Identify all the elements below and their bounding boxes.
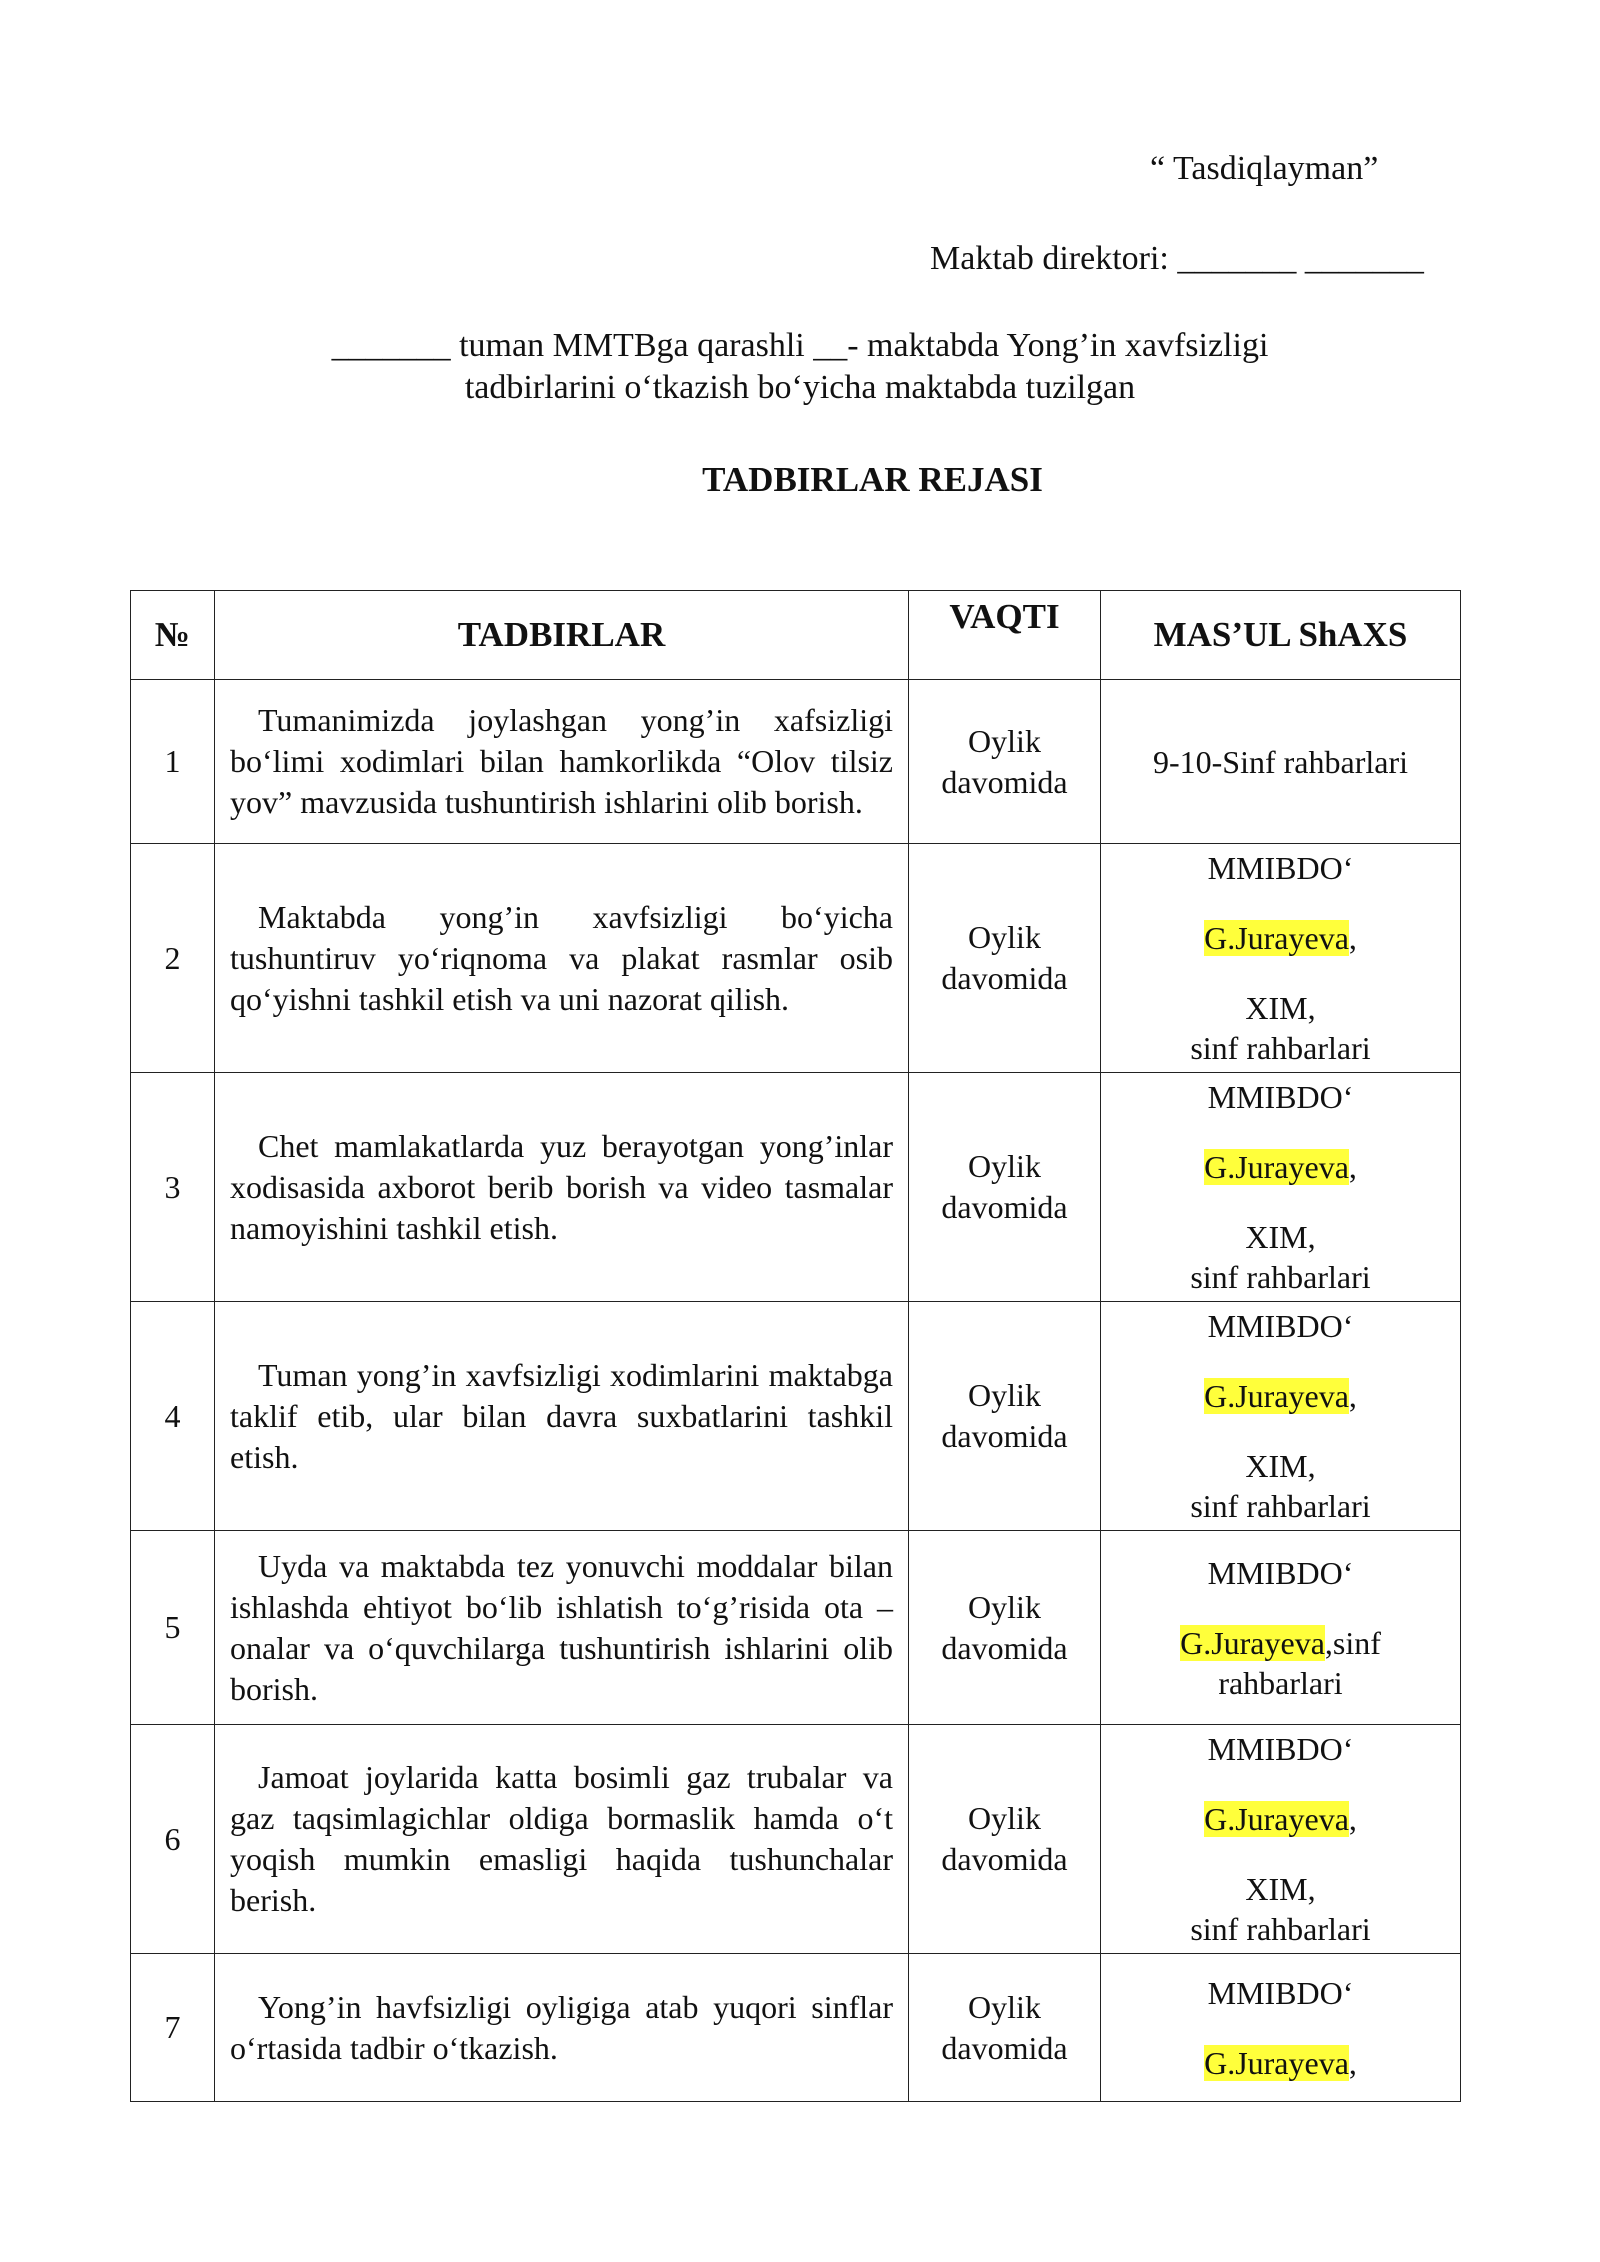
- row-number: 5: [131, 1531, 215, 1725]
- responsible-person: MMIBDO‘ G.Jurayeva, XIM, sinf rahbarlari: [1101, 844, 1461, 1073]
- event-time: Oylik davomida: [909, 1725, 1101, 1954]
- header-responsible: MAS’UL ShAXS: [1101, 591, 1461, 680]
- highlighted-name: G.Jurayeva: [1204, 1378, 1349, 1414]
- header-events: TADBIRLAR: [215, 591, 909, 680]
- row-number: 1: [131, 680, 215, 844]
- table-row: [131, 1531, 1461, 1725]
- subtitle-line-1: _______ tuman MMTBga qarashli __- maktabda Yong’in xavfsizligi: [331, 327, 1269, 364]
- subtitle-line-2: tadbirlarini o‘tkazish bo‘yicha maktabda tuzilgan: [464, 369, 1136, 406]
- event-time: Oylik davomida: [909, 1531, 1101, 1725]
- responsible-person: MMIBDO‘ G.Jurayeva,: [1101, 1954, 1461, 2102]
- header-number: №: [131, 591, 215, 680]
- event-time: Oylik davomida: [909, 1302, 1101, 1531]
- header-time: VAQTI: [909, 591, 1101, 680]
- event-description: Uyda va maktabda tez yonuvchi moddalar bilan ishlashda ehtiyot bo‘lib ishlatish to‘g’risida ota – onalar va o‘quvchilarga tushuntirish ishlarini olib borish.: [215, 1531, 909, 1725]
- table-header-row: [131, 591, 1461, 680]
- row-number: 7: [131, 1954, 215, 2102]
- table-row: [131, 1073, 1461, 1302]
- event-description: Maktabda yong’in xavfsizligi bo‘yicha tushuntiruv yo‘riqnoma va plakat rasmlar osib qo‘yishni tashkil etish va uni nazorat qilish.: [215, 844, 909, 1073]
- event-description: Jamoat joylarida katta bosimli gaz trubalar va gaz taqsimlagichlar oldiga bormaslik hamda o‘t yoqish mumkin emasligi haqida tushunchalar berish.: [215, 1725, 909, 1954]
- table-row: [131, 1302, 1461, 1531]
- event-time: Oylik davomida: [909, 844, 1101, 1073]
- responsible-person: MMIBDO‘ G.Jurayeva, XIM, sinf rahbarlari: [1101, 1302, 1461, 1531]
- event-time: Oylik davomida: [909, 1954, 1101, 2102]
- table-row: [131, 1954, 1461, 2102]
- highlighted-name: G.Jurayeva: [1204, 920, 1349, 956]
- event-time: Oylik davomida: [909, 1073, 1101, 1302]
- events-plan-table: [130, 590, 1461, 2102]
- row-number: 4: [131, 1302, 215, 1531]
- responsible-person: 9-10-Sinf rahbarlari: [1101, 680, 1461, 844]
- event-time: Oylik davomida: [909, 680, 1101, 844]
- highlighted-name: G.Jurayeva: [1180, 1624, 1325, 1661]
- highlighted-name: G.Jurayeva: [1204, 1149, 1349, 1185]
- row-number: 3: [131, 1073, 215, 1302]
- table-row: [131, 1725, 1461, 1954]
- table-row: [131, 680, 1461, 844]
- event-description: Tuman yong’in xavfsizligi xodimlarini maktabga taklif etib, ular bilan davra suxbatlarini tashkil etish.: [215, 1302, 909, 1531]
- document-title: TADBIRLAR REJASI: [702, 460, 1043, 499]
- document-subtitle: [0, 325, 1600, 409]
- event-description: Chet mamlakatlarda yuz berayotgan yong’inlar xodisasida axborot berib borish va video tasmalar namoyishini tashkil etish.: [215, 1073, 909, 1302]
- responsible-person: MMIBDO‘ G.Jurayeva, XIM, sinf rahbarlari: [1101, 1073, 1461, 1302]
- event-description: Yong’in havfsizligi oyligiga atab yuqori sinflar o‘rtasida tadbir o‘tkazish.: [215, 1954, 909, 2102]
- highlighted-name: G.Jurayeva: [1204, 2044, 1349, 2081]
- row-number: 2: [131, 844, 215, 1073]
- table-row: [131, 844, 1461, 1073]
- event-description: Tumanimizda joylashgan yong’in xafsizligi bo‘limi xodimlari bilan hamkorlikda “Olov tilsiz yov” mavzusida tushuntirish ishlarini olib borish.: [215, 680, 909, 844]
- responsible-person: MMIBDO‘ G.Jurayeva, XIM, sinf rahbarlari: [1101, 1725, 1461, 1954]
- approval-label: “ Tasdiqlayman”: [1150, 150, 1379, 187]
- director-signature-line: Maktab direktori: _______ _______: [930, 240, 1424, 277]
- highlighted-name: G.Jurayeva: [1204, 1801, 1349, 1837]
- responsible-person: MMIBDO‘ G.Jurayeva,sinf rahbarlari: [1101, 1531, 1461, 1725]
- row-number: 6: [131, 1725, 215, 1954]
